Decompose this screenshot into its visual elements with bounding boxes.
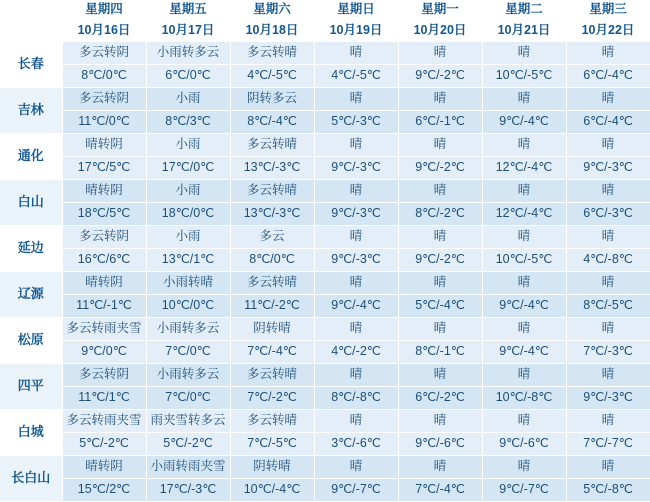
temperature-cell: 10℃/0℃ <box>146 295 230 318</box>
temperature-cell: 17℃/0℃ <box>146 157 230 180</box>
header-weekday-2: 星期六 <box>230 0 314 21</box>
temperature-cell: 18℃/0℃ <box>146 203 230 226</box>
condition-cell: 晴 <box>566 42 650 65</box>
city-name-cell: 通化 <box>0 134 62 180</box>
header-date-3: 10月19日 <box>314 21 398 42</box>
table-corner-cell <box>0 0 62 21</box>
condition-cell: 晴 <box>482 456 566 479</box>
condition-cell: 雨夹雪转多云 <box>146 410 230 433</box>
temperature-cell: 7℃/-5℃ <box>230 433 314 456</box>
condition-cell: 晴 <box>398 180 482 203</box>
temperature-cell: 6℃/-2℃ <box>398 387 482 410</box>
temperature-cell: 7℃/-4℃ <box>398 479 482 502</box>
city-name-cell: 长白山 <box>0 456 62 502</box>
table-row <box>0 456 650 479</box>
table-row <box>0 341 650 364</box>
temperature-cell: 9℃/-3℃ <box>566 387 650 410</box>
table-row <box>0 226 650 249</box>
temperature-cell: 13℃/1℃ <box>146 249 230 272</box>
city-name-cell: 吉林 <box>0 88 62 134</box>
condition-cell: 晴 <box>566 226 650 249</box>
condition-cell: 晴 <box>398 88 482 111</box>
condition-cell: 晴 <box>398 226 482 249</box>
condition-cell: 晴 <box>482 364 566 387</box>
condition-cell: 阴转多云 <box>230 88 314 111</box>
condition-cell: 多云转阴 <box>62 88 146 111</box>
condition-cell: 阴转晴 <box>230 318 314 341</box>
header-weekday-4: 星期一 <box>398 0 482 21</box>
condition-cell: 多云转晴 <box>230 272 314 295</box>
table-row <box>0 272 650 295</box>
header-weekday-3: 星期日 <box>314 0 398 21</box>
table-row <box>0 318 650 341</box>
condition-cell: 晴转阴 <box>62 456 146 479</box>
condition-cell: 晴 <box>482 226 566 249</box>
temperature-cell: 10℃/-5℃ <box>482 65 566 88</box>
condition-cell: 晴 <box>314 456 398 479</box>
condition-cell: 晴 <box>314 410 398 433</box>
condition-cell: 晴 <box>314 364 398 387</box>
condition-cell: 晴 <box>398 364 482 387</box>
condition-cell: 小雨转雨夹雪 <box>146 456 230 479</box>
header-row-weekday <box>0 0 650 21</box>
temperature-cell: 8℃/-5℃ <box>566 295 650 318</box>
temperature-cell: 9℃/-2℃ <box>398 65 482 88</box>
temperature-cell: 13℃/-3℃ <box>230 203 314 226</box>
temperature-cell: 4℃/-2℃ <box>314 341 398 364</box>
condition-cell: 晴 <box>314 226 398 249</box>
condition-cell: 晴 <box>314 42 398 65</box>
city-name-cell: 白城 <box>0 410 62 456</box>
table-corner-cell-2 <box>0 21 62 42</box>
condition-cell: 多云转晴 <box>230 180 314 203</box>
table-row <box>0 180 650 203</box>
temperature-cell: 10℃/-4℃ <box>230 479 314 502</box>
temperature-cell: 7℃/-3℃ <box>566 341 650 364</box>
header-date-5: 10月21日 <box>482 21 566 42</box>
condition-cell: 晴 <box>482 134 566 157</box>
temperature-cell: 11℃/0℃ <box>62 111 146 134</box>
temperature-cell: 11℃/-2℃ <box>230 295 314 318</box>
condition-cell: 多云转雨夹雪 <box>62 318 146 341</box>
temperature-cell: 9℃/-4℃ <box>482 111 566 134</box>
temperature-cell: 4℃/-8℃ <box>566 249 650 272</box>
temperature-cell: 8℃/-8℃ <box>314 387 398 410</box>
temperature-cell: 8℃/-2℃ <box>398 203 482 226</box>
condition-cell: 多云转晴 <box>230 364 314 387</box>
temperature-cell: 6℃/-4℃ <box>566 111 650 134</box>
condition-cell: 多云转晴 <box>230 42 314 65</box>
table-row <box>0 387 650 410</box>
condition-cell: 晴 <box>566 180 650 203</box>
temperature-cell: 9℃/-4℃ <box>482 295 566 318</box>
temperature-cell: 4℃/-5℃ <box>314 65 398 88</box>
condition-cell: 晴 <box>398 134 482 157</box>
condition-cell: 晴 <box>398 456 482 479</box>
temperature-cell: 9℃/-3℃ <box>314 203 398 226</box>
header-date-0: 10月16日 <box>62 21 146 42</box>
header-weekday-0: 星期四 <box>62 0 146 21</box>
temperature-cell: 9℃/0℃ <box>62 341 146 364</box>
temperature-cell: 10℃/-8℃ <box>482 387 566 410</box>
temperature-cell: 5℃/-3℃ <box>314 111 398 134</box>
condition-cell: 晴 <box>314 318 398 341</box>
condition-cell: 晴 <box>482 88 566 111</box>
temperature-cell: 5℃/-8℃ <box>566 479 650 502</box>
header-weekday-6: 星期三 <box>566 0 650 21</box>
condition-cell: 晴 <box>314 134 398 157</box>
temperature-cell: 5℃/-2℃ <box>62 433 146 456</box>
temperature-cell: 16℃/6℃ <box>62 249 146 272</box>
condition-cell: 晴转阴 <box>62 134 146 157</box>
temperature-cell: 9℃/-3℃ <box>566 157 650 180</box>
condition-cell: 晴 <box>482 180 566 203</box>
condition-cell: 晴转阴 <box>62 180 146 203</box>
temperature-cell: 6℃/-3℃ <box>566 203 650 226</box>
temperature-cell: 8℃/0℃ <box>230 249 314 272</box>
condition-cell: 晴 <box>566 272 650 295</box>
header-date-6: 10月22日 <box>566 21 650 42</box>
condition-cell: 晴 <box>314 180 398 203</box>
header-weekday-1: 星期五 <box>146 0 230 21</box>
table-row <box>0 157 650 180</box>
table-row <box>0 364 650 387</box>
temperature-cell: 11℃/1℃ <box>62 387 146 410</box>
condition-cell: 晴 <box>398 272 482 295</box>
condition-cell: 晴 <box>566 134 650 157</box>
temperature-cell: 13℃/-3℃ <box>230 157 314 180</box>
temperature-cell: 9℃/-4℃ <box>482 341 566 364</box>
temperature-cell: 9℃/-6℃ <box>398 433 482 456</box>
header-date-2: 10月18日 <box>230 21 314 42</box>
condition-cell: 多云 <box>230 226 314 249</box>
table-row <box>0 295 650 318</box>
temperature-cell: 9℃/-3℃ <box>314 157 398 180</box>
condition-cell: 晴 <box>566 318 650 341</box>
condition-cell: 晴 <box>398 318 482 341</box>
city-name-cell: 长春 <box>0 42 62 88</box>
condition-cell: 晴转阴 <box>62 272 146 295</box>
condition-cell: 小雨 <box>146 88 230 111</box>
condition-cell: 晴 <box>482 42 566 65</box>
condition-cell: 小雨转多云 <box>146 318 230 341</box>
temperature-cell: 11℃/-1℃ <box>62 295 146 318</box>
condition-cell: 晴 <box>398 410 482 433</box>
temperature-cell: 18℃/5℃ <box>62 203 146 226</box>
condition-cell: 小雨 <box>146 180 230 203</box>
temperature-cell: 8℃/-4℃ <box>230 111 314 134</box>
temperature-cell: 9℃/-2℃ <box>398 157 482 180</box>
condition-cell: 小雨转晴 <box>146 272 230 295</box>
condition-cell: 小雨转多云 <box>146 42 230 65</box>
table-row <box>0 42 650 65</box>
city-name-cell: 延边 <box>0 226 62 272</box>
table-row <box>0 479 650 502</box>
condition-cell: 晴 <box>482 410 566 433</box>
condition-cell: 多云转雨夹雪 <box>62 410 146 433</box>
condition-cell: 多云转阴 <box>62 226 146 249</box>
condition-cell: 多云转阴 <box>62 364 146 387</box>
table-row <box>0 203 650 226</box>
temperature-cell: 7℃/0℃ <box>146 341 230 364</box>
city-name-cell: 白山 <box>0 180 62 226</box>
table-row <box>0 249 650 272</box>
temperature-cell: 9℃/-6℃ <box>482 433 566 456</box>
temperature-cell: 8℃/0℃ <box>62 65 146 88</box>
condition-cell: 晴 <box>566 364 650 387</box>
table-row <box>0 65 650 88</box>
condition-cell: 多云转阴 <box>62 42 146 65</box>
table-row <box>0 111 650 134</box>
header-weekday-5: 星期二 <box>482 0 566 21</box>
condition-cell: 小雨 <box>146 226 230 249</box>
condition-cell: 阴转晴 <box>230 456 314 479</box>
condition-cell: 晴 <box>314 272 398 295</box>
city-name-cell: 松原 <box>0 318 62 364</box>
temperature-cell: 6℃/0℃ <box>146 65 230 88</box>
temperature-cell: 8℃/-1℃ <box>398 341 482 364</box>
temperature-cell: 5℃/-2℃ <box>146 433 230 456</box>
temperature-cell: 12℃/-4℃ <box>482 157 566 180</box>
condition-cell: 小雨 <box>146 134 230 157</box>
temperature-cell: 17℃/-3℃ <box>146 479 230 502</box>
header-date-4: 10月20日 <box>398 21 482 42</box>
condition-cell: 晴 <box>566 88 650 111</box>
table-row <box>0 410 650 433</box>
table-row <box>0 134 650 157</box>
table-row <box>0 433 650 456</box>
temperature-cell: 9℃/-2℃ <box>398 249 482 272</box>
temperature-cell: 4℃/-5℃ <box>230 65 314 88</box>
city-name-cell: 辽源 <box>0 272 62 318</box>
condition-cell: 晴 <box>482 272 566 295</box>
temperature-cell: 7℃/-4℃ <box>230 341 314 364</box>
header-row-date <box>0 21 650 42</box>
condition-cell: 小雨转多云 <box>146 364 230 387</box>
header-date-1: 10月17日 <box>146 21 230 42</box>
temperature-cell: 9℃/-7℃ <box>482 479 566 502</box>
temperature-cell: 6℃/-4℃ <box>566 65 650 88</box>
temperature-cell: 17℃/5℃ <box>62 157 146 180</box>
temperature-cell: 3℃/-6℃ <box>314 433 398 456</box>
temperature-cell: 5℃/-4℃ <box>398 295 482 318</box>
condition-cell: 多云转晴 <box>230 410 314 433</box>
condition-cell: 晴 <box>398 42 482 65</box>
temperature-cell: 7℃/-2℃ <box>230 387 314 410</box>
temperature-cell: 9℃/-4℃ <box>314 295 398 318</box>
city-name-cell: 四平 <box>0 364 62 410</box>
temperature-cell: 9℃/-3℃ <box>314 249 398 272</box>
temperature-cell: 7℃/-7℃ <box>566 433 650 456</box>
temperature-cell: 6℃/-1℃ <box>398 111 482 134</box>
condition-cell: 晴 <box>566 456 650 479</box>
temperature-cell: 9℃/-7℃ <box>314 479 398 502</box>
condition-cell: 多云转晴 <box>230 134 314 157</box>
temperature-cell: 7℃/0℃ <box>146 387 230 410</box>
temperature-cell: 8℃/3℃ <box>146 111 230 134</box>
condition-cell: 晴 <box>566 410 650 433</box>
condition-cell: 晴 <box>314 88 398 111</box>
temperature-cell: 15℃/2℃ <box>62 479 146 502</box>
condition-cell: 晴 <box>482 318 566 341</box>
table-row <box>0 88 650 111</box>
temperature-cell: 10℃/-5℃ <box>482 249 566 272</box>
temperature-cell: 12℃/-4℃ <box>482 203 566 226</box>
